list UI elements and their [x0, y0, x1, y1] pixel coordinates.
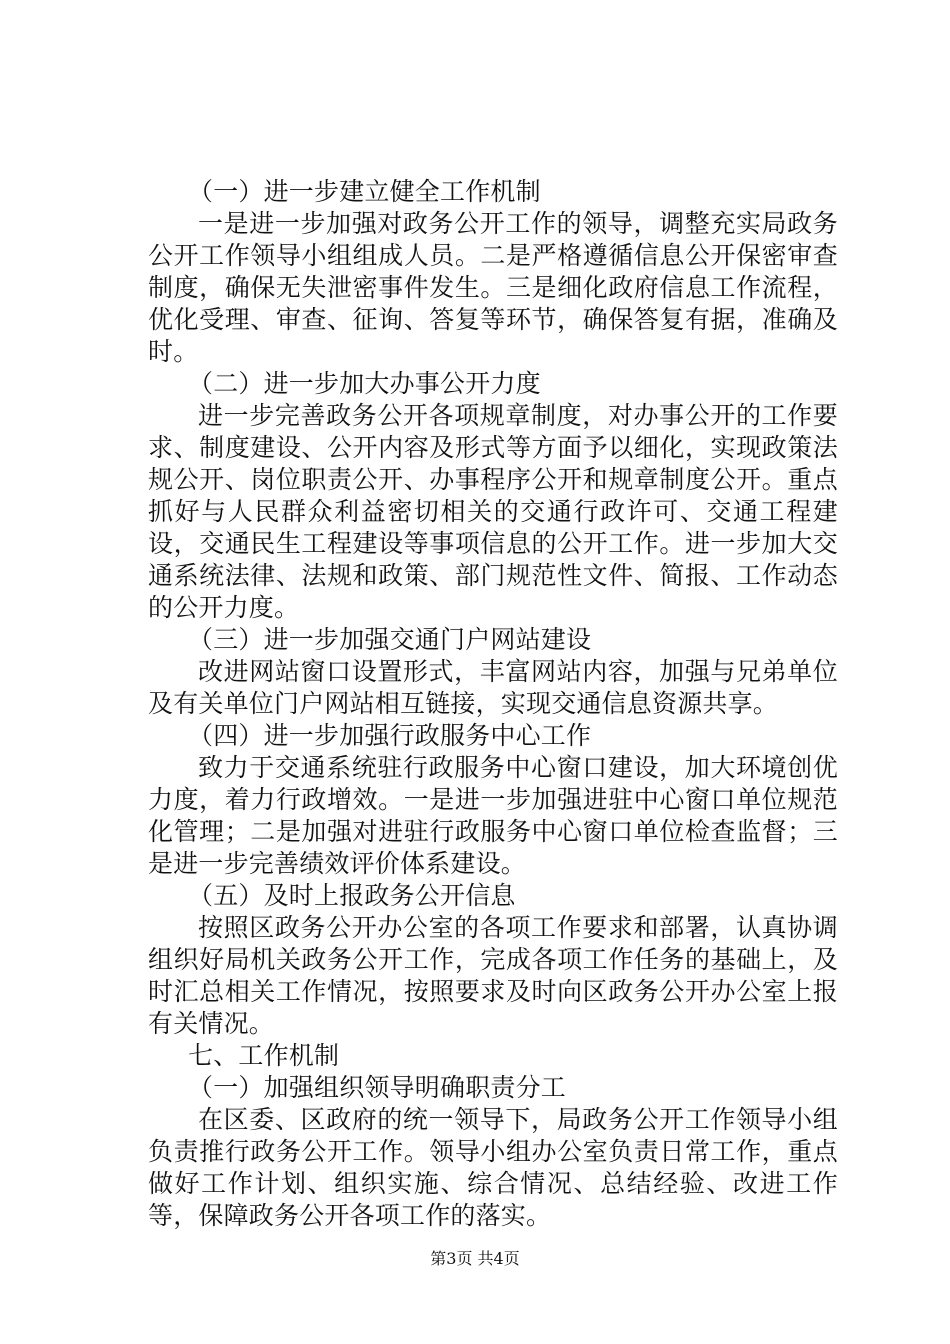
paragraph: 一是进一步加强对政务公开工作的领导，调整充实局政务公开工作领导小组组成人员。二是严格遵循信息公开保密审查制度，确保无失泄密事件发生。三是细化政府信息工作流程，优化受理、审查、征询、答复等环节，确保答复有据，准确及时。 — [148, 209, 838, 366]
section-heading: （五）及时上报政务公开信息 — [188, 881, 516, 910]
chapter-heading: 七、工作机制 — [188, 1041, 340, 1070]
paragraph: 进一步完善政务公开各项规章制度，对办事公开的工作要求、制度建设、公开内容及形式等方面予以细化，实现政策法规公开、岗位职责公开、办事程序公开和规章制度公开。重点抓好与人民群众利益密切相关的交通行政许可、交通工程建设，交通民生工程建设等事项信息的公开工作。进一步加大交通系统法律、法规和政策、部门规范性文件、简报、工作动态的公开力度。 — [148, 401, 838, 622]
section-heading: （二）进一步加大办事公开力度 — [188, 369, 541, 398]
section-heading: （三）进一步加强交通门户网站建设 — [188, 625, 592, 654]
paragraph: 致力于交通系统驻行政服务中心窗口建设，加大环境创优力度，着力行政增效。一是进一步加强进驻中心窗口单位规范化管理；二是加强对进驻行政服务中心窗口单位检查监督；三是进一步完善绩效评价体系建设。 — [148, 753, 838, 878]
section-heading: （一）进一步建立健全工作机制 — [188, 177, 541, 206]
paragraph: 在区委、区政府的统一领导下，局政务公开工作领导小组负责推行政务公开工作。领导小组办公室负责日常工作，重点做好工作计划、组织实施、综合情况、总结经验、改进工作等，保障政务公开各项工作的落实。 — [148, 1105, 838, 1230]
page-number-footer: 第3页 共4页 — [430, 1249, 520, 1268]
paragraph: 按照区政务公开办公室的各项工作要求和部署，认真协调组织好局机关政务公开工作，完成各项工作任务的基础上，及时汇总相关工作情况，按照要求及时向区政务公开办公室上报有关情况。 — [148, 913, 838, 1038]
paragraph: 改进网站窗口设置形式，丰富网站内容，加强与兄弟单位及有关单位门户网站相互链接，实现交通信息资源共享。 — [148, 657, 838, 718]
section-heading: （四）进一步加强行政服务中心工作 — [188, 721, 592, 750]
section-heading: （一）加强组织领导明确职责分工 — [188, 1073, 567, 1102]
document-body — [148, 176, 838, 1232]
